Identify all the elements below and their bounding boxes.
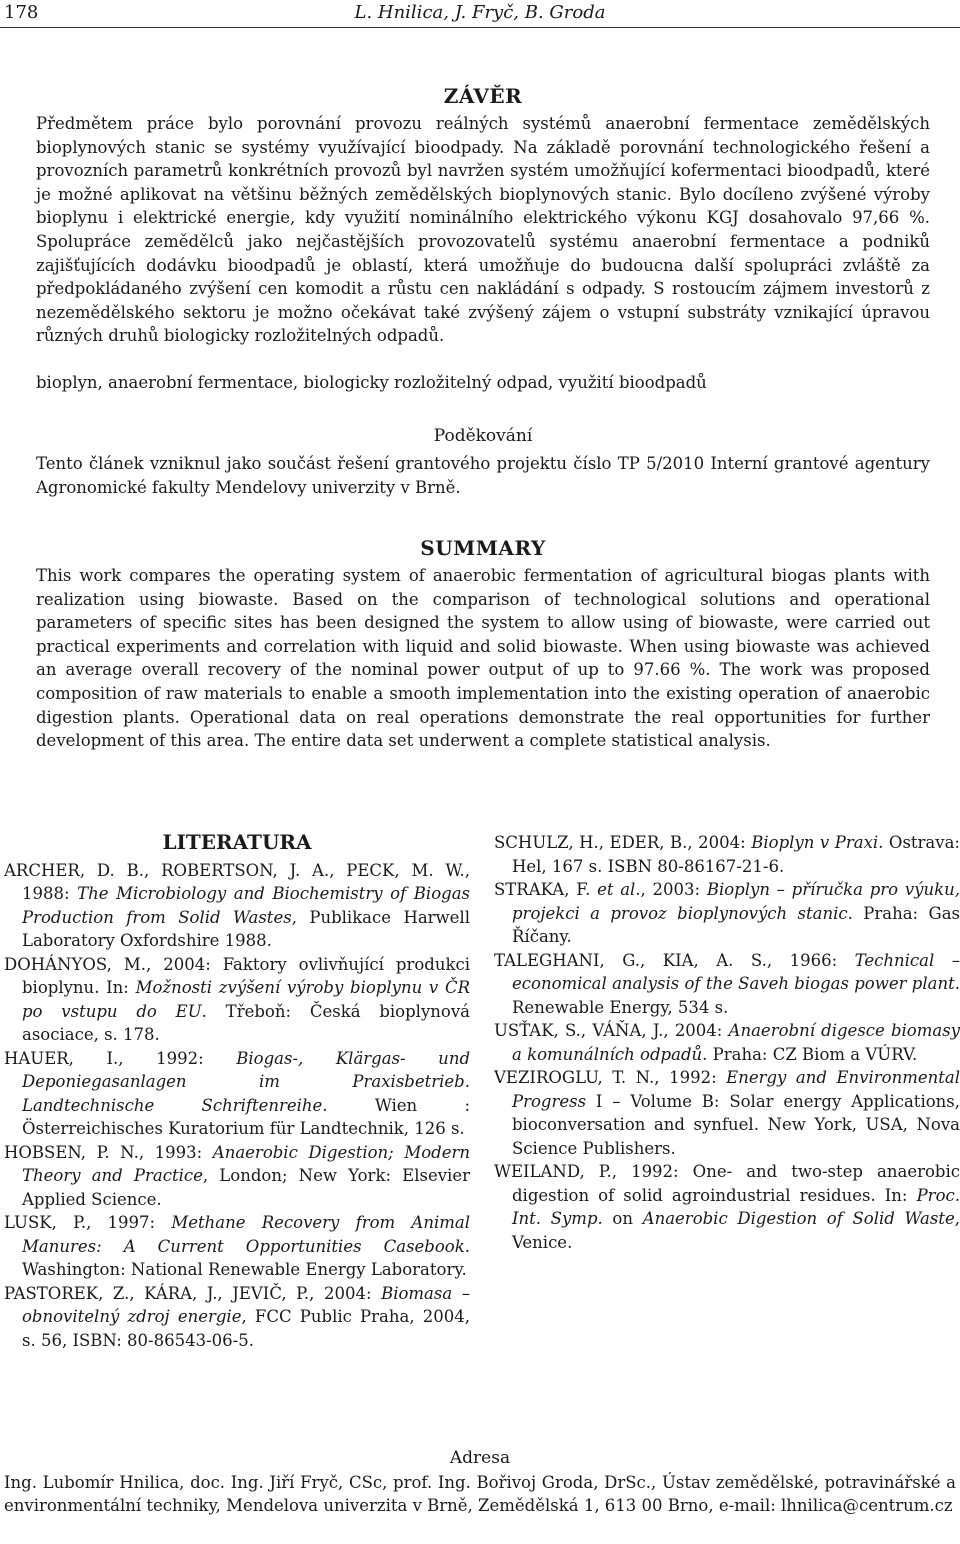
reference-text: I – Volume B: Solar energy Applications, bioconversation and synfuel. New York, USA, Nova Science Publishers. xyxy=(512,1091,960,1158)
reference-title: Biogas-, Klärgas- und Deponiegasanlagen im Praxisbetrieb. Landtechnische Schriftenreihe. xyxy=(22,1048,471,1115)
reference-text: LUSK, P., 1997: xyxy=(4,1213,172,1232)
reference-title: Anaerobic Digestion; Modern Theory and Practice xyxy=(22,1142,470,1185)
references-heading: LITERATURA xyxy=(162,830,312,854)
reference-text: WEILAND, P., 1992: One- and two-step anaerobic digestion of solid agroindustrial residues. In: xyxy=(494,1162,960,1205)
reference-text: TALEGHANI, G., KIA, A. S., 1966: xyxy=(494,950,855,970)
reference-text: STRAKA, F. xyxy=(494,880,598,899)
reference-text: . Renewable Energy, 534 s. xyxy=(512,974,960,1017)
reference-text: SCHULZ, H., EDER, B., 2004: xyxy=(494,833,752,852)
acknowledgement-heading: Poděkování xyxy=(433,426,533,446)
reference-entry xyxy=(4,1282,470,1353)
reference-entry xyxy=(494,949,960,1020)
reference-text: . Ostrava: Hel, 167 s. ISBN 80-86167-21-6. xyxy=(512,833,960,876)
summary-text: This work compares the operating system of anaerobic fermentation of agricultural biogas plants with realization using biowaste. Based on the comparison of technological solutions and operational parameters of specific sites has been designed the system to allow using of biowaste, were carried out practical experiments and correlation with liquid and solid biowaste. When using biowaste was achieved an average overall recovery of the nominal power output of up to 97.66 %. The work was proposed composition of raw materials to enable a smooth implementation into the existing operation of anaerobic digestion plants. Operational data on real operations demonstrate the real opportunities for further development of this area. The entire data set underwent a complete statistical analysis. xyxy=(36,566,930,751)
reference-text: ARCHER, D. B., ROBERTSON, J. A., PECK, M. W., 1988: xyxy=(4,860,470,903)
references-right-column xyxy=(494,831,960,1254)
reference-title: Možnosti zvýšení výroby bioplynu v ČR po vstupu do EU xyxy=(22,978,470,1021)
reference-text: PASTOREK, Z., KÁRA, J., JEVIČ, P., 2004: xyxy=(4,1283,382,1303)
reference-entry xyxy=(494,1160,960,1254)
acknowledgement-section xyxy=(36,426,930,499)
conclusion-section xyxy=(36,84,930,348)
running-head: L. Hnilica, J. Fryč, B. Groda xyxy=(354,2,606,23)
reference-text: HOBSEN, P. N., 1993: xyxy=(4,1142,213,1162)
address-text: Ing. Lubomír Hnilica, doc. Ing. Jiří Fryč, CSc, prof. Ing. Bořivoj Groda, DrSc., Ústav zemědělské, potravinářské a environmentální techniky, Mendelova univerzita v Brně, Zemědělská 1, 613 00 Brno, e-mail: lhnilica@centrum.cz xyxy=(4,1473,956,1515)
reference-entry xyxy=(494,1066,960,1160)
reference-text: DOHÁNYOS, M., 2004: Faktory ovlivňující produkci bioplynu. In: xyxy=(4,954,470,997)
acknowledgement-text: Tento článek vzniknul jako součást řešení grantového projektu číslo TP 5/2010 Interní grantové agentury Agronomické fakulty Mendelovy univerzity v Brně. xyxy=(36,454,930,497)
keywords-section xyxy=(36,371,930,395)
reference-text: , FCC Public Praha, 2004, s. 56, ISBN: 80-86543-06-5. xyxy=(22,1307,471,1350)
reference-text: . Praha: CZ Biom a VÚRV. xyxy=(702,1044,918,1064)
reference-text: VEZIROGLU, T. N., 1992: xyxy=(494,1068,727,1087)
reference-text: . Washington: National Renewable Energy Laboratory. xyxy=(22,1236,470,1279)
reference-text: Wien : Österreichisches Kuratorium für Landtechnik, 126 s. xyxy=(22,1095,471,1138)
reference-title: The Microbiology and Biochemistry of Biogas Production from Solid Wastes xyxy=(22,884,470,927)
reference-text: ., 2003: xyxy=(635,880,707,899)
keywords-text: bioplyn, anaerobní fermentace, biologicky rozložitelný odpad, využití bioodpadů xyxy=(36,373,707,392)
reference-text: on xyxy=(602,1209,643,1228)
reference-entry xyxy=(494,831,960,878)
reference-title: Proc. Int. Symp. xyxy=(512,1185,960,1228)
reference-entry xyxy=(494,878,960,949)
reference-text: . Praha: Gas Říčany. xyxy=(512,903,960,946)
reference-text: , Venice. xyxy=(512,1209,960,1252)
reference-text: . Třeboň: Česká bioplynová asociace, s. 178. xyxy=(22,1001,470,1044)
address-heading: Adresa xyxy=(449,1448,511,1468)
reference-text: , Publikace Harwell Laboratory Oxfordshire 1988. xyxy=(22,907,470,950)
reference-title: Biomasa – obnovitelný zdroj energie xyxy=(22,1283,470,1326)
reference-title: Technical – economical analysis of the Saveh biogas power plant xyxy=(512,950,960,993)
reference-title: Anaerobní digesce biomasy a komunálních odpadů xyxy=(512,1021,960,1064)
reference-entry xyxy=(4,1141,470,1212)
conclusion-text: Předmětem práce bylo porovnání provozu reálných systémů anaerobní fermentace zemědělských bioplynových stanic se systémy využívající bioodpady. Na základě porovnání technologického řešení a provozních parametrů konkrétních provozů byl navržen systém umožňující kofermentaci bioodpadů, které je možné aplikovat na většinu běžných zemědělských bioplynových stanic. Bylo docíleno zvýšené výroby bioplynu i elektrické energie, kdy využití nominálního elektrického výkonu KGJ dosahovalo 97,66 %. Spolupráce zemědělců jako nejčastějších provozovatelů systému anaerobní fermentace a podniků zajišťujících dodávku bioodpadů je oblastí, která umožňuje do budoucna další spolupráci zvláště za předpokládaného zvýšení cen komodit a růstu cen nakládání s odpady. S rostoucím zájmem investorů z nezemědělského sektoru je možno očekávat také zvýšený zájem o vstupní substráty vznikající úpravou různých druhů biologicky rozložitelných odpadů. xyxy=(36,114,930,346)
reference-text: USŤAK, S., VÁŇA, J., 2004: xyxy=(494,1021,729,1040)
header-rule xyxy=(0,27,960,28)
reference-title: Bioplyn v Praxi xyxy=(751,833,879,852)
reference-entry xyxy=(494,1019,960,1066)
reference-entry xyxy=(4,953,470,1047)
reference-text: , London; New York: Elsevier Applied Science. xyxy=(22,1166,470,1209)
reference-title: et al xyxy=(597,880,636,899)
summary-heading: SUMMARY xyxy=(420,536,546,560)
references-left-column xyxy=(4,831,470,1352)
reference-title: Methane Recovery from Animal Manures: A Current Opportunities Casebook xyxy=(22,1213,470,1256)
reference-title: Bioplyn – příručka pro výuku, projekci a provoz bioplynových stanic xyxy=(512,880,960,923)
reference-text: HAUER, I., 1992: xyxy=(4,1048,237,1068)
reference-title: Anaerobic Digestion of Solid Waste xyxy=(642,1209,955,1228)
conclusion-heading: ZÁVĚR xyxy=(443,84,523,108)
reference-title: Energy and Environmental Progress xyxy=(512,1068,960,1111)
summary-section xyxy=(36,536,930,753)
reference-entry xyxy=(4,1211,470,1282)
reference-entry xyxy=(4,1047,470,1141)
page-number: 178 xyxy=(4,2,39,23)
page-header xyxy=(0,0,960,27)
reference-entry xyxy=(4,859,470,953)
